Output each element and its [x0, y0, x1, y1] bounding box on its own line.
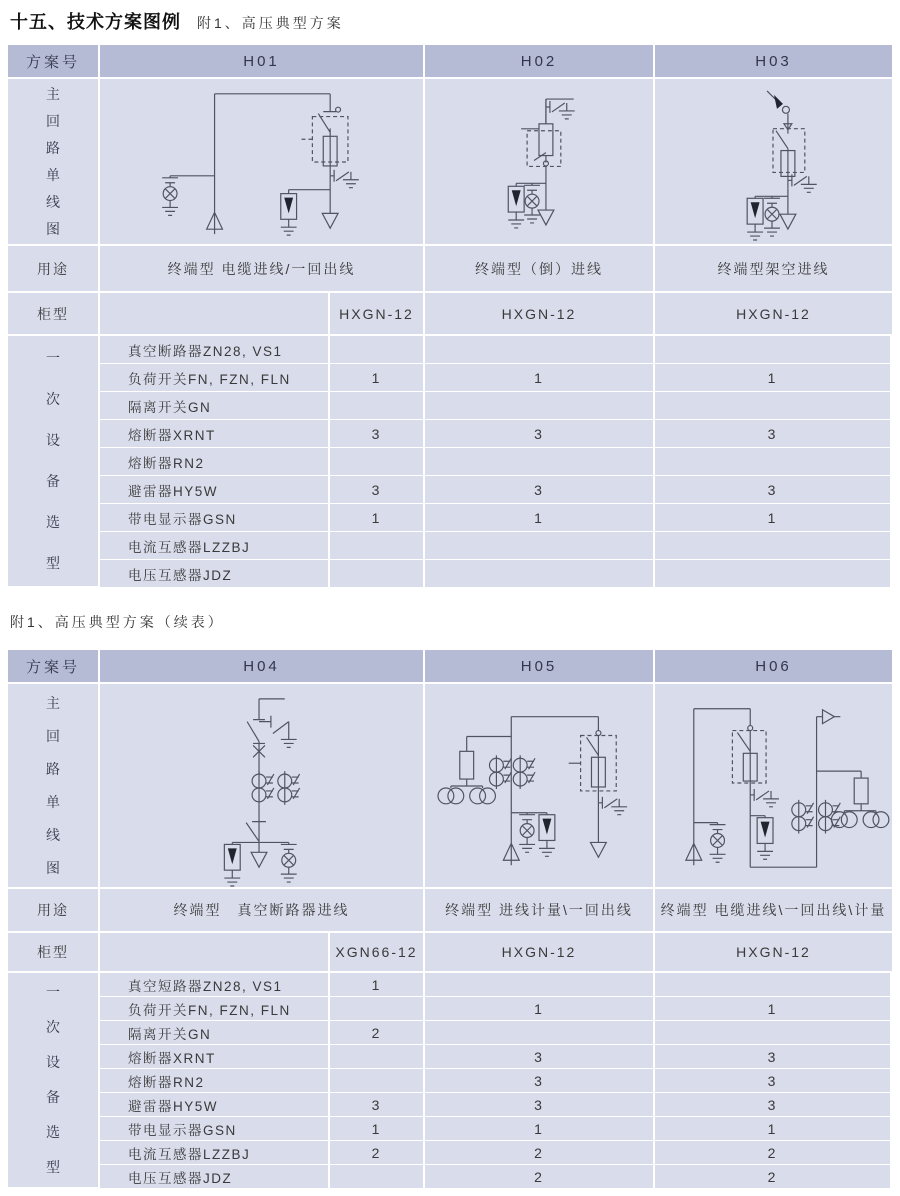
equipment-name: 带电显示器GSN	[100, 504, 330, 532]
outgoing-feeder-icon	[590, 842, 606, 857]
qty-h06: 1	[655, 997, 892, 1021]
qty-h05	[425, 1021, 655, 1045]
fuse-icon	[460, 751, 474, 779]
qty-h06	[655, 1021, 892, 1045]
earthing-switch-icon	[602, 797, 627, 815]
table1-header-row	[8, 45, 892, 79]
diagram-cell-h05	[425, 684, 655, 889]
scheme-header-h02: H02	[425, 45, 655, 79]
page-subtitle: 附1、高压典型方案	[197, 15, 344, 31]
equipment-name: 电流互感器LZZBJ	[100, 1141, 330, 1165]
equipment-row	[100, 560, 892, 588]
table2-equipment-block	[8, 973, 892, 1189]
page-header	[10, 8, 344, 34]
qty-h03	[655, 560, 892, 588]
qty-h04: 3	[330, 1093, 425, 1117]
qty-h01	[330, 560, 425, 588]
cabinet-h05: HXGN-12	[425, 933, 655, 973]
equipment-row	[100, 1069, 892, 1093]
arrester-icon	[539, 815, 555, 857]
qty-h06: 3	[655, 1093, 892, 1117]
qty-h04	[330, 1045, 425, 1069]
equipment-row	[100, 1093, 892, 1117]
voltage-transformer-icon	[470, 788, 496, 804]
live-display-icon	[162, 178, 178, 216]
outgoing-feeder-icon	[538, 210, 554, 225]
table2-diagram-row	[8, 684, 892, 889]
primary-equipment-label: 一次设备选型	[46, 984, 60, 1175]
equipment-row	[100, 997, 892, 1021]
equipment-row	[100, 420, 892, 448]
qty-h03	[655, 532, 892, 560]
diagram-cell-h04	[100, 684, 425, 889]
ground-icon	[281, 735, 297, 747]
cabinet-h01: HXGN-12	[330, 293, 425, 336]
equipment-row	[100, 973, 892, 997]
qty-h05	[425, 973, 655, 997]
diagram-cell-h01	[100, 79, 425, 246]
equipment-row	[100, 448, 892, 476]
voltage-transformer-icon	[863, 812, 889, 828]
outgoing-feeder-icon	[251, 852, 267, 867]
qty-h06: 2	[655, 1165, 892, 1189]
equipment-name: 真空断路器ZN28, VS1	[100, 336, 330, 364]
page-title: 十五、技术方案图例	[10, 12, 181, 32]
qty-h06: 2	[655, 1141, 892, 1165]
equipment-row	[100, 504, 892, 532]
equipment-row	[100, 1141, 892, 1165]
qty-h06: 1	[655, 1117, 892, 1141]
voltage-transformer-icon	[438, 788, 464, 804]
arrester-icon	[281, 194, 297, 235]
equipment-name: 隔离开关GN	[100, 1021, 330, 1045]
main-circuit-label: 主回路单线图	[46, 85, 60, 237]
equipment-name: 电流互感器LZZBJ	[100, 532, 330, 560]
primary-equipment-label-cell	[8, 973, 100, 1189]
equipment-name: 熔断器RN2	[100, 448, 330, 476]
qty-h02	[425, 392, 655, 420]
outgoing-feeder-icon	[780, 214, 796, 229]
current-transformer-icon	[278, 771, 300, 805]
qty-h01: 1	[330, 364, 425, 392]
qty-h04: 1	[330, 1117, 425, 1141]
qty-h03: 3	[655, 476, 892, 504]
cabinet-spacer	[100, 933, 330, 973]
usage-h04: 终端型 真空断路器进线	[100, 889, 425, 933]
equipment-row	[100, 532, 892, 560]
qty-h01	[330, 392, 425, 420]
qty-h01: 3	[330, 476, 425, 504]
qty-h06: 3	[655, 1069, 892, 1093]
cabinet-h06: HXGN-12	[655, 933, 892, 973]
qty-h01	[330, 532, 425, 560]
cabinet-type-label: 柜型	[8, 293, 100, 336]
usage-h02: 终端型（倒）进线	[425, 246, 655, 293]
qty-h04: 2	[330, 1141, 425, 1165]
scheme-header-h04: H04	[100, 650, 425, 684]
earthing-switch-icon	[792, 174, 817, 192]
usage-h05: 终端型 进线计量\一回出线	[425, 889, 655, 933]
scheme-header-h05: H05	[425, 650, 655, 684]
usage-h01: 终端型 电缆进线/一回出线	[100, 246, 425, 293]
qty-h02: 3	[425, 476, 655, 504]
qty-h02: 3	[425, 420, 655, 448]
table2-usage-row	[8, 889, 892, 933]
primary-equipment-label-cell	[8, 336, 100, 588]
equipment-name: 负荷开关FN, FZN, FLN	[100, 997, 330, 1021]
equipment-row	[100, 1117, 892, 1141]
earthing-switch-icon	[754, 789, 779, 807]
cable-head-icon	[207, 211, 223, 234]
table2-header-row	[8, 650, 892, 684]
qty-h02	[425, 560, 655, 588]
table1-diagram-row	[8, 79, 892, 246]
h05-single-line-diagram-icon	[425, 684, 653, 887]
qty-h06	[655, 973, 892, 997]
cabinet-h03: HXGN-12	[655, 293, 892, 336]
diagram-cell-h03	[655, 79, 892, 246]
usage-h06: 终端型 电缆进线\一回出线\计量	[655, 889, 892, 933]
table-hv-schemes-1	[8, 45, 892, 588]
table-hv-schemes-2	[8, 650, 892, 1189]
qty-h01	[330, 448, 425, 476]
arrester-icon	[757, 818, 773, 860]
h03-single-line-diagram-icon	[655, 79, 892, 244]
table1-equipment-block	[8, 336, 892, 588]
arrester-icon	[747, 198, 763, 240]
arrester-icon	[508, 186, 524, 228]
h02-single-line-diagram-icon	[425, 79, 653, 244]
live-display-icon	[519, 815, 535, 853]
usage-label: 用途	[8, 246, 100, 293]
qty-h04	[330, 997, 425, 1021]
qty-h02	[425, 448, 655, 476]
qty-h02	[425, 336, 655, 364]
qty-h05: 3	[425, 1045, 655, 1069]
qty-h01: 3	[330, 420, 425, 448]
equipment-name: 避雷器HY5W	[100, 476, 330, 504]
qty-h04: 2	[330, 1021, 425, 1045]
diagram-cell-h02	[425, 79, 655, 246]
equipment-name: 熔断器XRNT	[100, 1045, 330, 1069]
qty-h02: 1	[425, 504, 655, 532]
cabinet-h04: XGN66-12	[330, 933, 425, 973]
qty-h02	[425, 532, 655, 560]
h06-single-line-diagram-icon	[655, 684, 892, 887]
qty-h03: 3	[655, 420, 892, 448]
equipment-row	[100, 476, 892, 504]
equipment-name: 负荷开关FN, FZN, FLN	[100, 364, 330, 392]
current-transformer-icon	[819, 800, 841, 834]
cabinet-type-label: 柜型	[8, 933, 100, 973]
earthing-switch-icon	[550, 101, 575, 119]
current-transformer-icon	[792, 800, 814, 834]
table1-usage-row	[8, 246, 892, 293]
qty-h05: 3	[425, 1069, 655, 1093]
current-transformer-icon	[252, 771, 274, 805]
primary-equipment-label: 一次设备选型	[46, 350, 60, 571]
h04-single-line-diagram-icon	[100, 684, 423, 887]
equipment-name: 避雷器HY5W	[100, 1093, 330, 1117]
live-display-icon	[524, 185, 540, 223]
equipment-name: 电压互感器JDZ	[100, 1165, 330, 1189]
qty-h05: 2	[425, 1141, 655, 1165]
equipment-row	[100, 1165, 892, 1189]
qty-h01: 1	[330, 504, 425, 532]
diagram-cell-h06	[655, 684, 892, 889]
equipment-name: 真空短路器ZN28, VS1	[100, 973, 330, 997]
qty-h03: 1	[655, 504, 892, 532]
equipment-name: 带电显示器GSN	[100, 1117, 330, 1141]
fuse-icon	[854, 778, 868, 804]
qty-h03	[655, 448, 892, 476]
fuse-icon	[539, 124, 553, 156]
live-display-icon	[764, 198, 780, 236]
table2-caption: 附1、高压典型方案（续表）	[10, 614, 225, 630]
qty-h06: 3	[655, 1045, 892, 1069]
h01-single-line-diagram-icon	[100, 79, 423, 244]
outgoing-feeder-icon	[322, 213, 338, 228]
qty-h05: 1	[425, 1117, 655, 1141]
incoming-arrow-icon	[774, 95, 783, 109]
equipment-name: 隔离开关GN	[100, 392, 330, 420]
main-circuit-label-cell	[8, 79, 100, 246]
cable-head-icon	[503, 842, 519, 865]
qty-h03	[655, 336, 892, 364]
qty-h05: 3	[425, 1093, 655, 1117]
current-transformer-icon	[513, 755, 535, 789]
qty-h03	[655, 392, 892, 420]
cabinet-h02: HXGN-12	[425, 293, 655, 336]
scheme-header-h01: H01	[100, 45, 425, 79]
qty-h04	[330, 1069, 425, 1093]
main-circuit-label-cell	[8, 684, 100, 889]
equipment-row	[100, 336, 892, 364]
equipment-name: 熔断器XRNT	[100, 420, 330, 448]
scheme-header-h06: H06	[655, 650, 892, 684]
current-transformer-icon	[489, 755, 511, 789]
equipment-row	[100, 1021, 892, 1045]
scheme-header-h03: H03	[655, 45, 892, 79]
equipment-row	[100, 364, 892, 392]
equipment-name: 电压互感器JDZ	[100, 560, 330, 588]
qty-h04: 1	[330, 973, 425, 997]
main-circuit-label: 主回路单线图	[46, 694, 60, 876]
live-display-icon	[281, 844, 297, 882]
equipment-name: 熔断器RN2	[100, 1069, 330, 1093]
equipment-row	[100, 392, 892, 420]
qty-h04	[330, 1165, 425, 1189]
usage-label: 用途	[8, 889, 100, 933]
cable-head-icon	[686, 842, 702, 865]
table1-cabinet-row	[8, 293, 892, 336]
live-display-icon	[710, 825, 726, 863]
table2-cabinet-row	[8, 933, 892, 973]
earthing-switch-icon	[334, 170, 359, 188]
usage-h03: 终端型架空进线	[655, 246, 892, 293]
qty-h01	[330, 336, 425, 364]
qty-h03: 1	[655, 364, 892, 392]
cabinet-spacer	[100, 293, 330, 336]
qty-h02: 1	[425, 364, 655, 392]
arrester-icon	[224, 844, 240, 886]
scheme-no-label: 方案号	[8, 650, 100, 684]
scheme-no-label: 方案号	[8, 45, 100, 79]
equipment-row	[100, 1045, 892, 1069]
qty-h05: 1	[425, 997, 655, 1021]
qty-h05: 2	[425, 1165, 655, 1189]
outgoing-feeder-icon	[823, 710, 835, 724]
